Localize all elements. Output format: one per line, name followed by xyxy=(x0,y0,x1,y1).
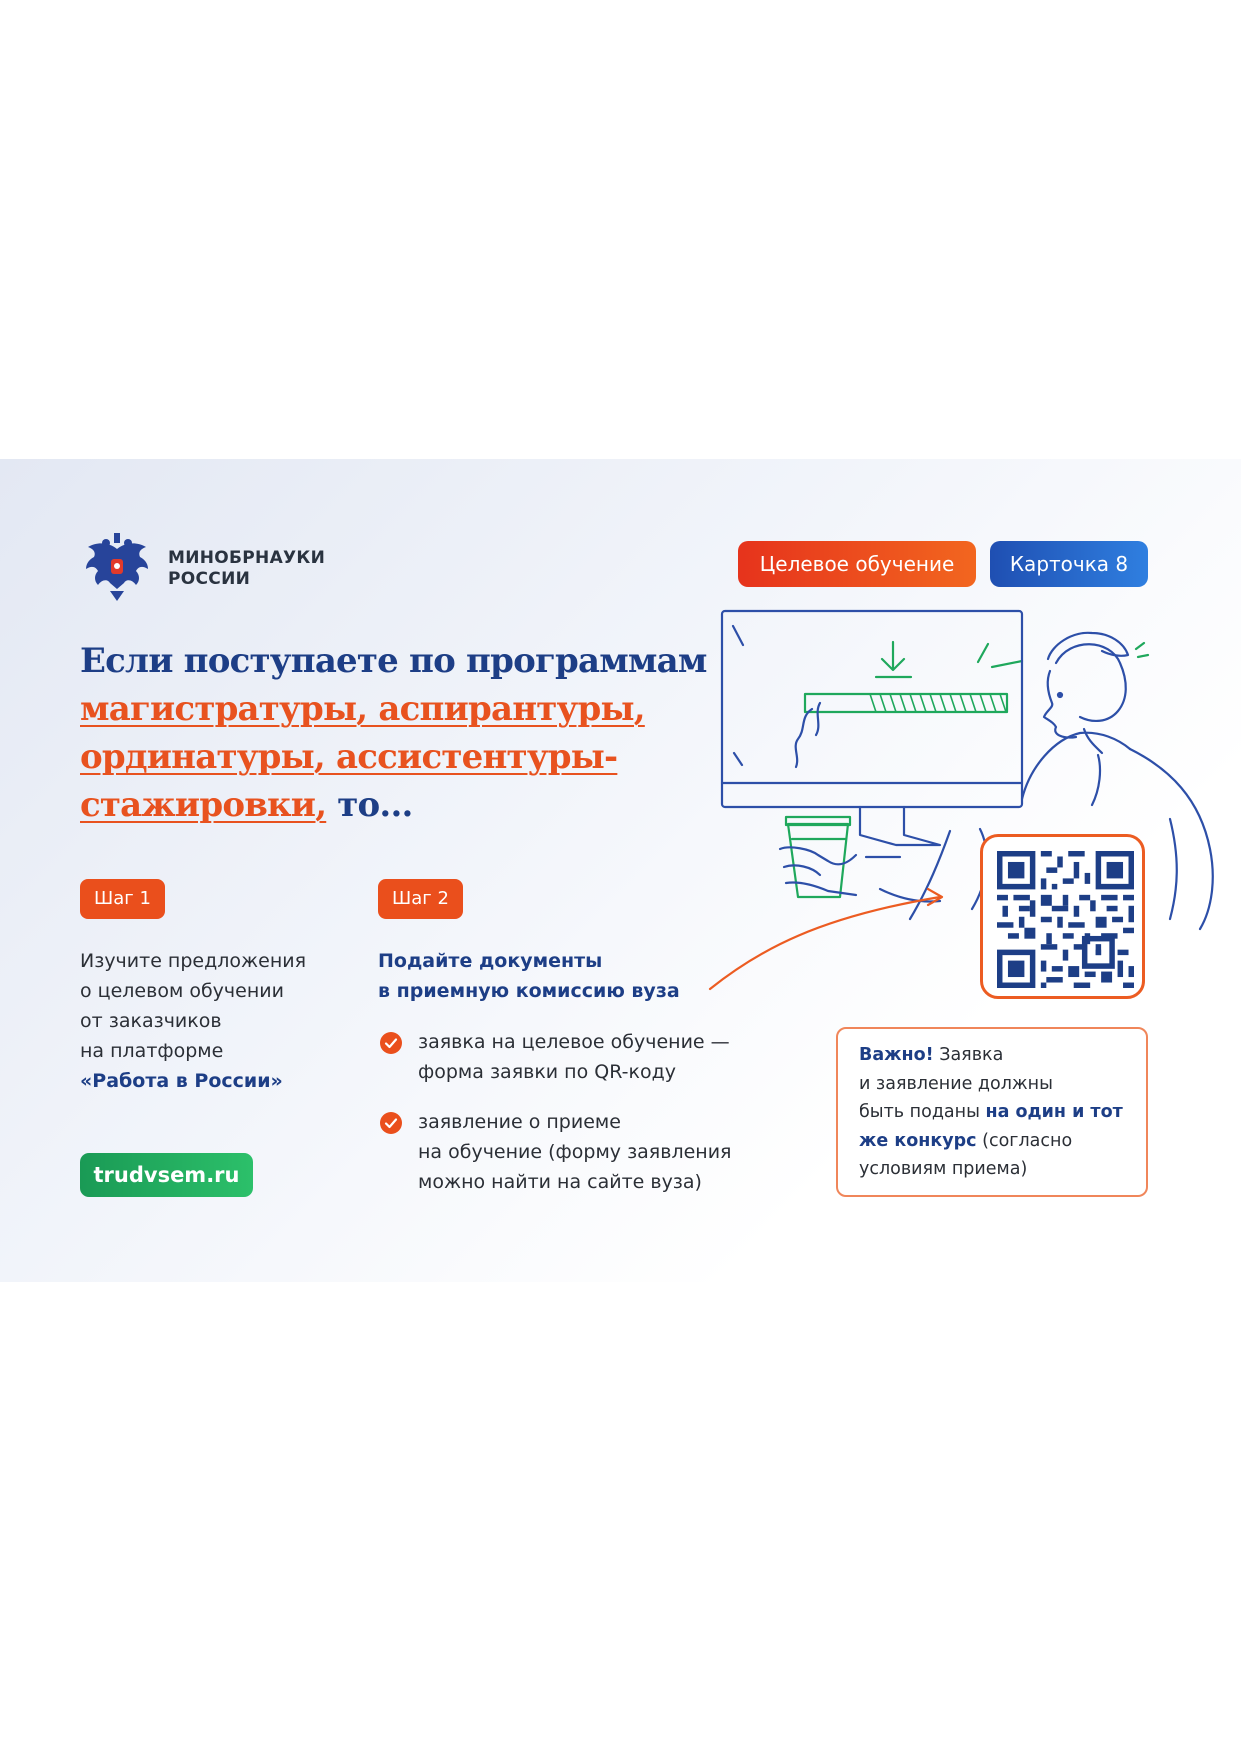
bullet1-line1: заявка на целевое обучение — xyxy=(418,1031,730,1053)
step2-title-line1: Подайте документы xyxy=(378,950,603,972)
card-number-tag: Карточка 8 xyxy=(990,541,1148,587)
step2-badge: Шаг 2 xyxy=(378,879,463,919)
trudvsem-link-button[interactable]: trudvsem.ru xyxy=(80,1153,253,1197)
qr-code-icon xyxy=(997,851,1134,988)
step2-title xyxy=(378,946,680,1006)
bullet2-line2: на обучение (форму заявления xyxy=(418,1141,732,1163)
important-text5: условиям приема) xyxy=(859,1159,1028,1179)
person-at-monitor-illustration xyxy=(700,599,1241,1039)
headline-line4-rest: то... xyxy=(326,785,413,825)
important-label: Важно! xyxy=(859,1045,934,1065)
double-headed-eagle-emblem-icon xyxy=(80,529,154,603)
step1-line2: о целевом обучении xyxy=(80,980,284,1002)
important-text2: и заявление должны xyxy=(859,1073,1053,1094)
bullet2-line1: заявление о приеме xyxy=(418,1111,621,1133)
topic-tag: Целевое обучение xyxy=(738,541,976,587)
headline-line3: ординатуры, ассистентуры- xyxy=(80,737,618,777)
check-circle-icon xyxy=(380,1112,402,1134)
important-bold2: же конкурс xyxy=(859,1130,977,1151)
step1-line3: от заказчиков xyxy=(80,1010,222,1032)
important-text3: быть поданы xyxy=(859,1102,986,1122)
headline-line2: магистратуры, аспирантуры, xyxy=(80,689,645,729)
bullet1-line2: форма заявки по QR-коду xyxy=(418,1061,676,1083)
important-bold1: на один и тот xyxy=(985,1102,1123,1122)
headline-line4-highlight: стажировки, xyxy=(80,785,327,825)
bullet2-line3: можно найти на сайте вуза) xyxy=(418,1171,702,1193)
step1-line1: Изучите предложения xyxy=(80,950,307,972)
ministry-line2: РОССИИ xyxy=(168,569,251,589)
platform-name: «Работа в России» xyxy=(80,1070,283,1092)
step2-title-line2: в приемную комиссию вуза xyxy=(378,980,680,1002)
important-text1: Заявка xyxy=(933,1045,1004,1065)
ministry-line1: МИНОБРНАУКИ xyxy=(168,548,326,568)
important-note xyxy=(836,1027,1148,1197)
check-circle-icon xyxy=(380,1032,402,1054)
headline-line1: Если поступаете по программам xyxy=(80,641,707,681)
headline xyxy=(80,637,720,829)
info-card xyxy=(0,459,1241,1282)
step1-description xyxy=(80,946,360,1096)
ministry-name xyxy=(168,548,325,590)
step1-badge: Шаг 1 xyxy=(80,879,165,919)
step1-line4: на платформе xyxy=(80,1040,224,1062)
important-text4: (согласно xyxy=(976,1130,1073,1151)
qr-code[interactable] xyxy=(980,834,1145,999)
